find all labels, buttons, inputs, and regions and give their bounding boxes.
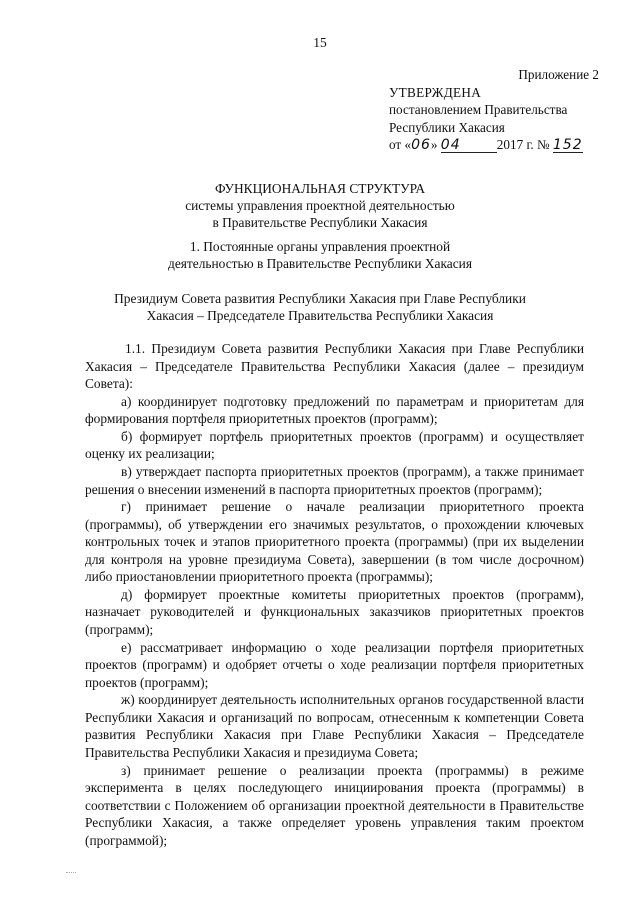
section-line1: 1. Постоянные органы управления проектной <box>189 239 451 254</box>
approved-by-line2: Республики Хакасия <box>389 119 505 135</box>
document-body <box>85 340 584 849</box>
scan-mark <box>66 872 76 875</box>
year-and-number-label: 2017 г. № <box>496 137 550 152</box>
date-prefix: от « <box>389 137 412 152</box>
approval-date-line <box>389 136 619 155</box>
title-line2: системы управления проектной деятельностью <box>185 198 455 213</box>
section-heading <box>0 238 640 272</box>
title-main: ФУНКЦИОНАЛЬНАЯ СТРУКТУРА <box>214 181 426 196</box>
quote-close: » <box>430 137 438 152</box>
month-field <box>441 138 497 153</box>
paragraph-b: б) формирует портфель приоритетных проектов (программ) и осуществляет оценку их реализации; <box>85 428 584 462</box>
paragraph-g: г) принимает решение о начале реализации приоритетного проекта (программы), об утверждении его значимых результатов, о прохождении ключевых контрольных точек и этапов приоритетного проекта (программы) (при их выделении для контроля на уровне президиума Совета), завершении (в том числе досрочном) либо приостановлении приоритетного проекта (программы); <box>85 499 584 585</box>
paragraph-z: з) принимает решение о реализации проекта (программы) в режиме эксперимента в целях последующего инициирования проекта (программы) в соответствии с Положением об организации проектной деятельности в Правительстве Республики Хакасия, а также определяет уровень управления таким проектом (программой); <box>85 762 584 848</box>
section-line2: деятельностью в Правительстве Республики Хакасия <box>168 256 472 271</box>
approval-block <box>389 66 619 155</box>
subsection-line2: Хакасия – Председателе Правительства Республики Хакасия <box>146 308 494 323</box>
paragraph-v: в) утверждает паспорта приоритетных проектов (программ), а также принимает решения о внесении изменений в паспорта приоритетных проектов (программ); <box>85 464 584 497</box>
paragraph-e: е) рассматривает информацию о ходе реализации портфеля приоритетных проектов (программ) и одобряет отчеты о ходе реализации портфеля приоритетных проектов (программ); <box>85 639 584 690</box>
paragraph-a: а) координирует подготовку предложений по параметрам и приоритетам для формирования портфеля приоритетных проектов (программ); <box>85 393 584 427</box>
document-title <box>0 180 640 231</box>
subsection-heading <box>0 290 640 324</box>
paragraph-zh: ж) координирует деятельность исполнительных органов государственной власти Республики Хакасия и организаций по вопросам, отнесенным к компетенции Совета развития Республики Хакасия при Главе Республики Хакасия – Председателе Правительства Республики Хакасия и президиума Совета; <box>85 692 584 760</box>
paragraph-1-1: 1.1. Президиум Совета развития Республики Хакасия при Главе Республики Хакасия – Председателе Правительства Республики Хакасия (далее – президиум Совета): <box>85 341 584 391</box>
handwritten-number: 152 <box>552 137 583 153</box>
handwritten-month: 04 <box>440 137 461 153</box>
handwritten-day: 06 <box>411 137 431 153</box>
subsection-line1: Президиум Совета развития Республики Хакасия при Главе Республики <box>114 291 526 306</box>
appendix-label: Приложение 2 <box>518 67 599 82</box>
page-number: 15 <box>313 35 327 50</box>
paragraph-d: д) формирует проектные комитеты приоритетных проектов (программ), назначает руководителей и функциональных заказчиков приоритетных проектов (программ); <box>85 586 584 637</box>
title-line3: в Правительстве Республики Хакасия <box>212 215 428 230</box>
approved-by-line1: постановлением Правительства <box>389 102 568 117</box>
approved-label: УТВЕРЖДЕНА <box>389 84 482 100</box>
